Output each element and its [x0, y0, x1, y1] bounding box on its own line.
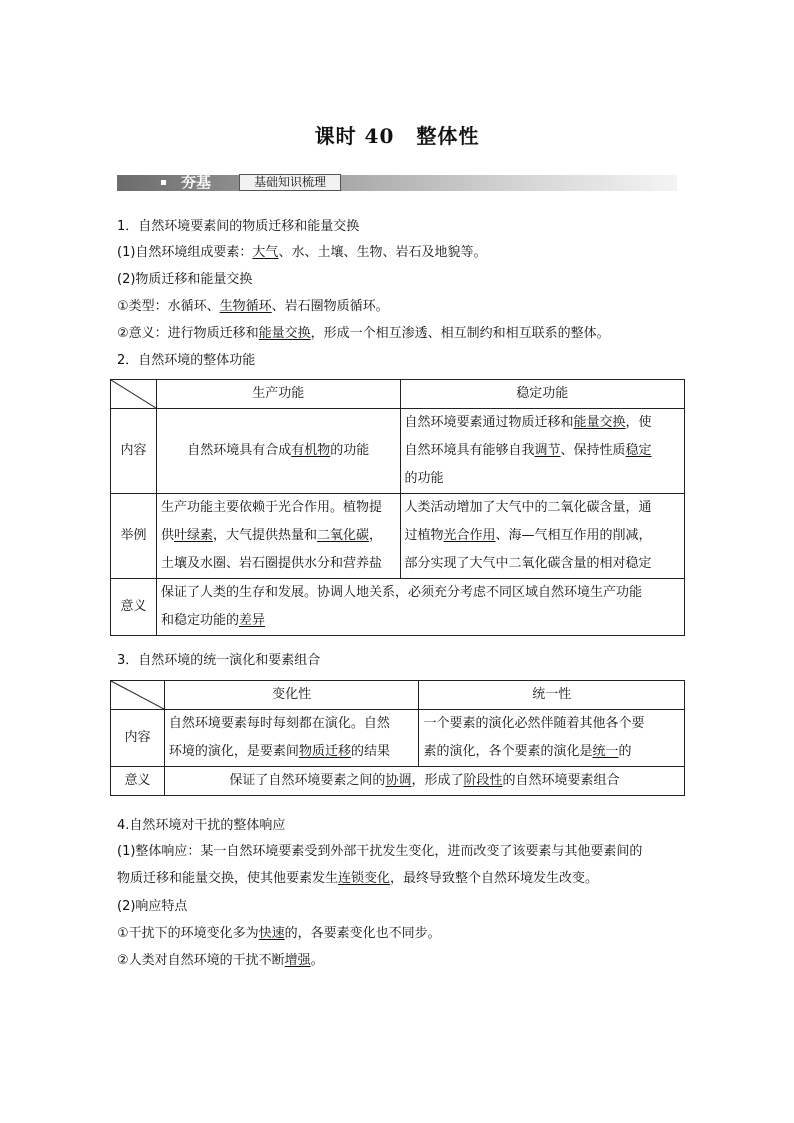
- section-4-heading: 4.自然环境对干扰的整体响应: [117, 818, 286, 833]
- banner-label: 基础知识梳理: [239, 174, 341, 191]
- section-banner: [117, 173, 677, 193]
- production-content-cell: 自然环境具有合成有机物的功能: [156, 409, 400, 494]
- section-1-heading: 1．自然环境要素间的物质迁移和能量交换: [117, 219, 360, 234]
- diagonal-header-cell: [111, 380, 157, 409]
- row-header-significance: 意义: [111, 579, 157, 636]
- production-example-cell: 生产功能主要依赖于光合作用。植物提 供叶绿素，大气提供热量和二氧化碳， 土壤及水圈、岩石圈提供水分和营养盐: [156, 494, 400, 579]
- variability-content-cell: 自然环境要素每时每刻都在演化。自然 环境的演化，是要素间物质迁移的结果: [164, 710, 419, 767]
- row-header-significance: 意义: [111, 767, 165, 796]
- section-2-heading: 2．自然环境的整体功能: [117, 353, 256, 368]
- stability-content-cell: 自然环境要素通过物质迁移和能量交换，使 自然环境具有能够自我调节、保持性质稳定 的功能: [400, 409, 685, 494]
- s4-line-3: (2)响应特点: [117, 899, 188, 914]
- col-header-variability: 变化性: [164, 681, 419, 710]
- col-header-production: 生产功能: [156, 380, 400, 409]
- s1-line-1: (1)自然环境组成要素：大气、水、土壤、生物、岩石及地貌等。: [117, 245, 487, 260]
- col-header-stability: 稳定功能: [400, 380, 685, 409]
- unity-content-cell: 一个要素的演化必然伴随着其他各个要 素的演化，各个要素的演化是统一的: [419, 710, 685, 767]
- col-header-unity: 统一性: [419, 681, 685, 710]
- significance-cell: 保证了人类的生存和发展。协调人地关系，必须充分考虑不同区域自然环境生产功能 和稳定功能的差异: [156, 579, 684, 636]
- stability-example-cell: 人类活动增加了大气中的二氧化碳含量，通 过植物光合作用、海—气相互作用的削减， 部分实现了大气中二氧化碳含量的相对稳定: [400, 494, 685, 579]
- square-bullet-icon: [161, 180, 166, 185]
- s4-line-2: 物质迁移和能量交换，使其他要素发生连锁变化，最终导致整个自然环境发生改变。: [117, 871, 599, 886]
- row-header-content: 内容: [111, 409, 157, 494]
- s4-line-1: (1)整体响应：某一自然环境要素受到外部干扰发生变化，进而改变了该要素与其他要素间的: [117, 844, 643, 859]
- banner-section: 夯基: [181, 173, 212, 191]
- s4-line-5: ②人类对自然环境的干扰不断增强。: [117, 953, 324, 968]
- s1-line-2: (2)物质迁移和能量交换: [117, 272, 253, 287]
- s1-line-4: ②意义：进行物质迁移和能量交换，形成一个相互渗透、相互制约和相互联系的整体。: [117, 326, 610, 341]
- row-header-example: 举例: [111, 494, 157, 579]
- evolution-table: [110, 680, 685, 796]
- function-table: [110, 379, 685, 636]
- diagonal-header-cell: [111, 681, 165, 710]
- row-header-content: 内容: [111, 710, 165, 767]
- section-3-heading: 3．自然环境的统一演化和要素组合: [117, 653, 321, 668]
- s4-line-4: ①干扰下的环境变化多为快速的，各要素变化也不同步。: [117, 926, 441, 941]
- s1-line-3: ①类型：水循环、生物循环、岩石圈物质循环。: [117, 299, 389, 314]
- page-title: 课时 40 整体性: [314, 124, 480, 148]
- significance-cell: 保证了自然环境要素之间的协调，形成了阶段性的自然环境要素组合: [164, 767, 684, 796]
